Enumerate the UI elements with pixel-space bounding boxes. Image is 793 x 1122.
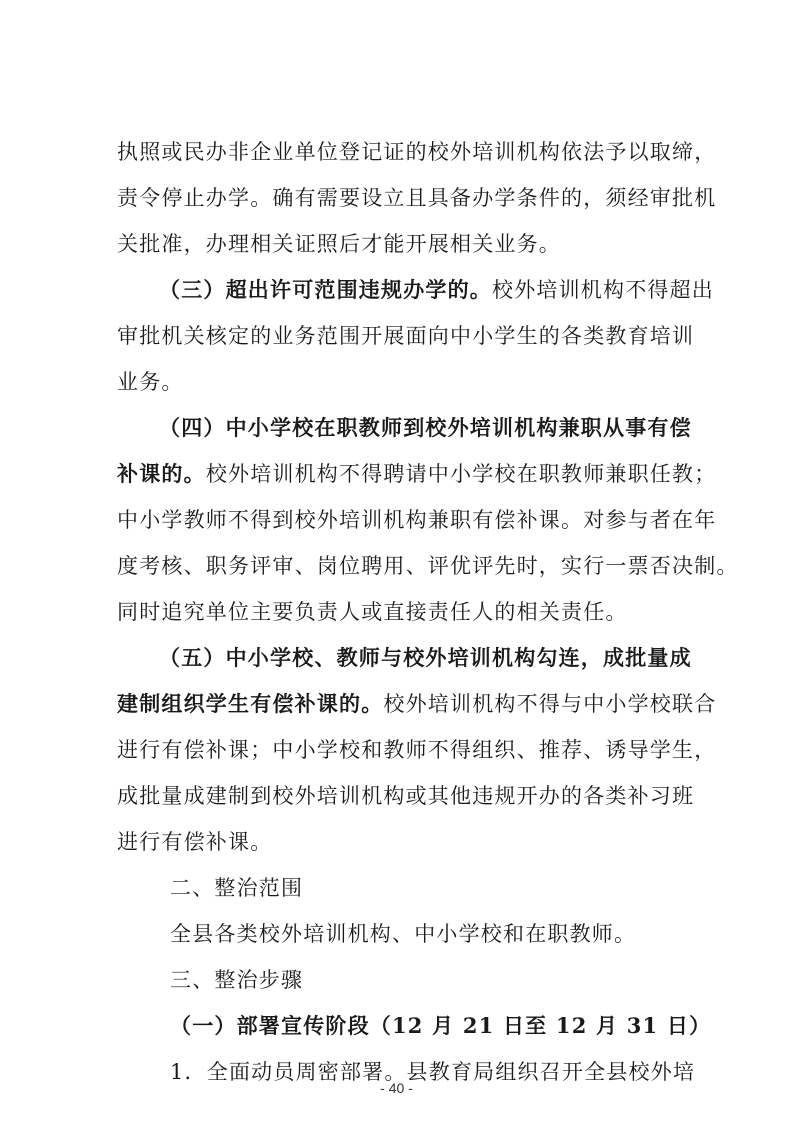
list-item: 1．全面动员周密部署。县教育局组织召开全县校外培 xyxy=(170,1060,696,1084)
clause-heading: 补课的。 xyxy=(117,461,206,486)
clause-heading: （三）超出许可范围违规办学的。 xyxy=(159,277,492,302)
page-number: - 40 - xyxy=(380,1080,413,1096)
clause-heading: （四）中小学校在职教师到校外培训机构兼职从事有偿 xyxy=(159,415,692,440)
paragraph-line: 进行有偿补课。 xyxy=(117,830,273,854)
paragraph-line: 审批机关核定的业务范围开展面向中小学生的各类教育培训 xyxy=(117,324,695,348)
section-body: 全县各类校外培训机构、中小学校和在职教师。 xyxy=(170,922,637,946)
paragraph-line xyxy=(0,689,793,719)
paragraph-line: 业务。 xyxy=(117,370,184,394)
phase-subheading: （一）部署宣传阶段（12 月 21 日至 12 月 31 日） xyxy=(170,1013,712,1038)
paragraph-line: 成批量成建制到校外培训机构或其他违规开办的各类补习班 xyxy=(117,784,695,808)
paragraph-line: 关批准，办理相关证照后才能开展相关业务。 xyxy=(117,232,561,256)
paragraph-line: 中小学教师不得到校外培训机构兼职有偿补课。对参与者在年 xyxy=(117,508,717,532)
section-title: 二、整治范围 xyxy=(170,876,304,900)
clause-heading: （五）中小学校、教师与校外培训机构勾连，成批量成 xyxy=(159,645,692,670)
paragraph-line xyxy=(0,275,793,305)
clause-text: 校外培训机构不得聘请中小学校在职教师兼职任教； xyxy=(205,462,717,486)
paragraph-line: 执照或民办非企业单位登记证的校外培训机构依法予以取缔， xyxy=(117,140,717,164)
clause-text: 校外培训机构不得超出 xyxy=(492,278,714,302)
paragraph-line xyxy=(0,459,793,489)
clause-text: 校外培训机构不得与中小学校联合 xyxy=(383,692,717,716)
paragraph-line: 度考核、职务评审、岗位聘用、评优评先时，实行一票否决制。 xyxy=(117,554,739,578)
paragraph-line: 同时追究单位主要负责人或直接责任人的相关责任。 xyxy=(117,600,628,624)
paragraph-line: 进行有偿补课；中小学校和教师不得组织、推荐、诱导学生， xyxy=(117,738,717,762)
clause-heading: 建制组织学生有偿补课的。 xyxy=(117,691,384,716)
section-title: 三、整治步骤 xyxy=(170,968,304,992)
paragraph-line: 责令停止办学。确有需要设立且具备办学条件的，须经审批机 xyxy=(117,186,717,210)
